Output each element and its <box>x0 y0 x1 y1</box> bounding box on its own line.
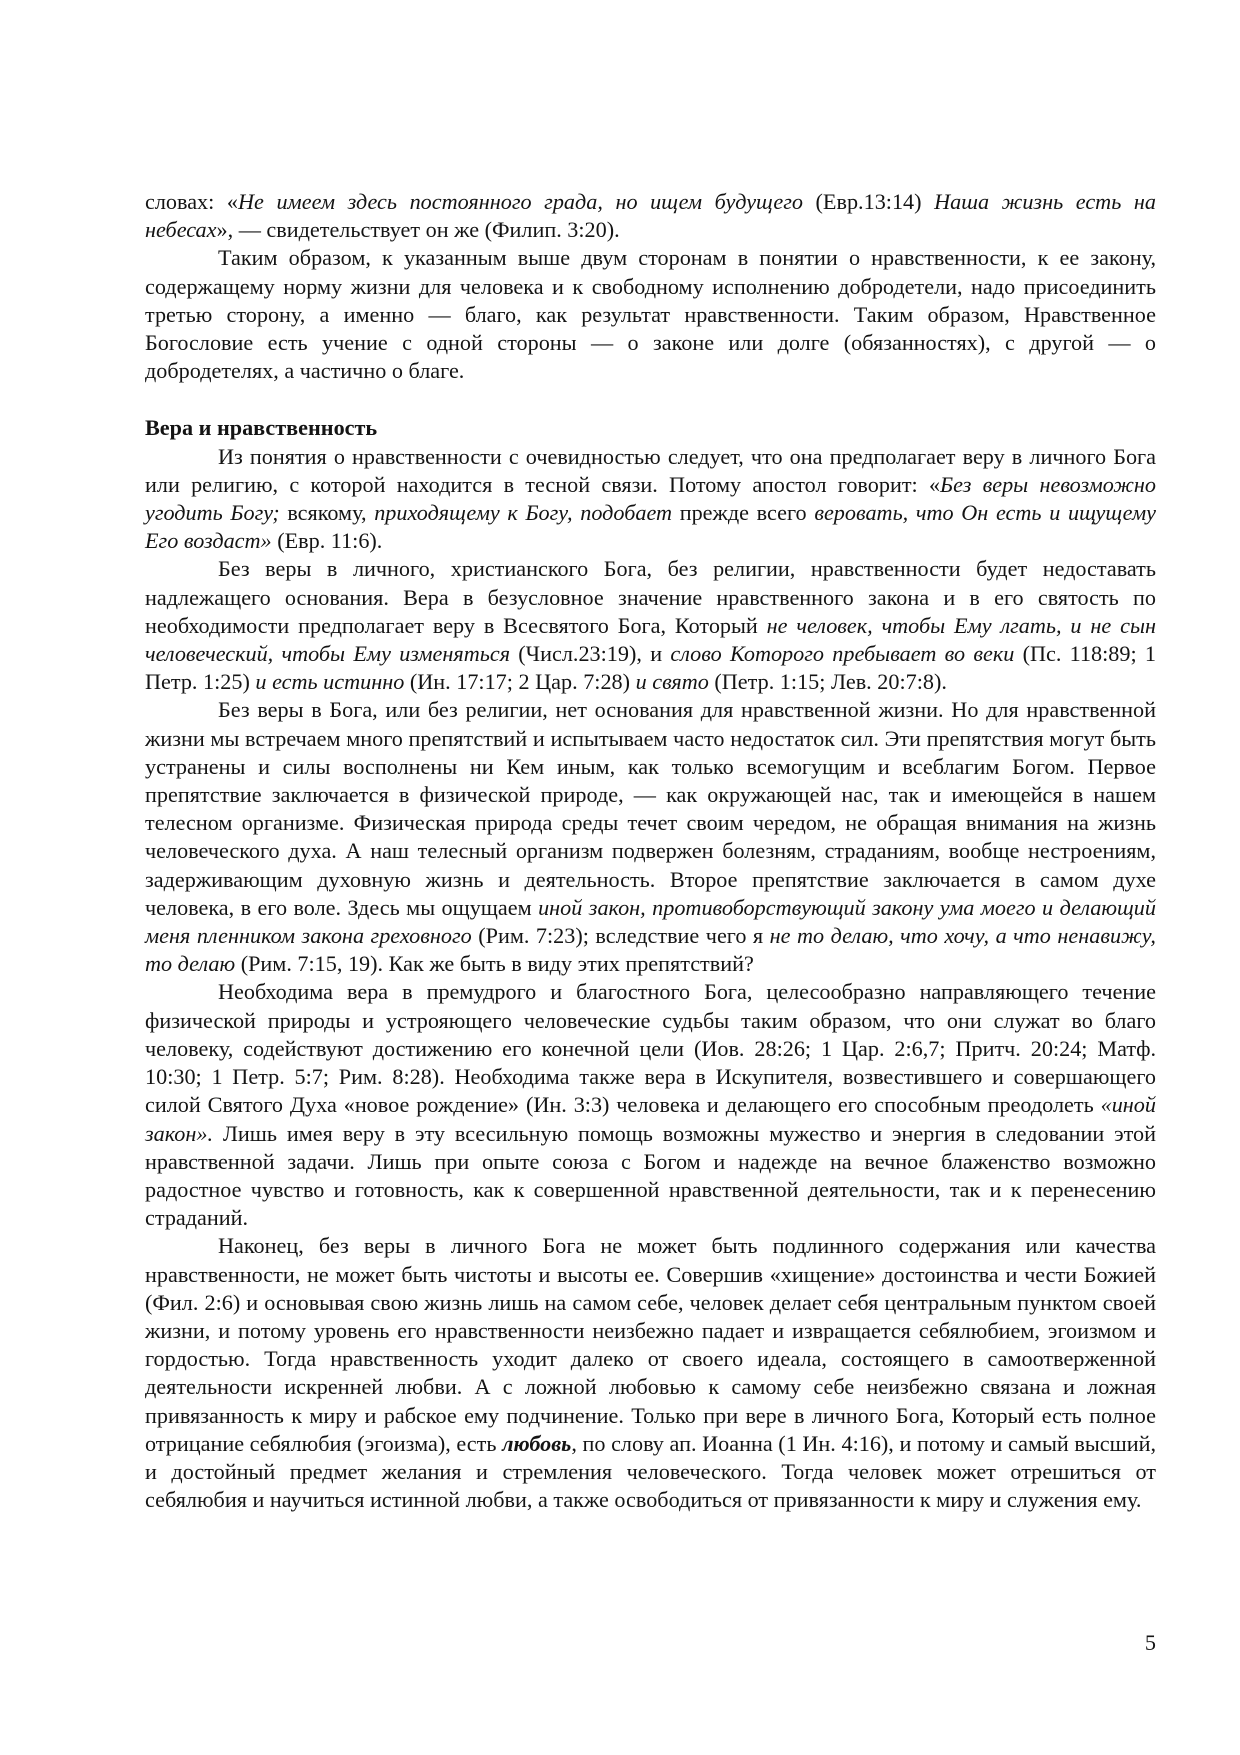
text-run: прежде всего <box>672 500 815 526</box>
text-run: , по слову ап. Иоанна (1 Ин. 4:16), и потому и самый высший, и достойный предмет желания и стремления человеческого. Тогда человек может отрешиться от себялюбия и научиться истинной любви, а также освободиться от привязанности к миру и служения ему. <box>145 1430 1157 1513</box>
text-run: (Евр. 11:6). <box>271 528 383 554</box>
page-number: 5 <box>1144 1630 1156 1655</box>
paragraph-necessary-faith <box>145 978 1156 1232</box>
paragraph-obstacles <box>145 696 1156 978</box>
quote-italic: Наша жизнь есть на небесах <box>145 189 1156 243</box>
text-run: Наконец, без веры в личного Бога не может быть подлинного содержания или качества нравственности, не может быть чистоты и высоты ее. Совершив «хищение» достоинства и чести Божией (Фил. 2:6) и основывая свою жизнь лишь на самом себе, человек делает себя центральным пунктом своей жизни, и потому уровень его нравственности неизбежно падает и извращается себялюбием, эгоизмом и гордостью. Тогда нравственность уходит далеко от своего идеала, состоящего в самоотверженной деятельности искренней любви. А с ложной любовью к самому себе неизбежно связана и ложная привязанность к миру и рабское ему подчинение. Только при вере в личного Бога, Который есть полное отрицание себялюбия (эгоизма), есть <box>145 1233 1156 1456</box>
text-run: всякому, <box>279 500 375 526</box>
text-run: (Числ.23:19), и <box>510 641 671 667</box>
quote-italic: и свято <box>635 669 709 695</box>
text-run: (Пс. 118:89; 1 Петр. 1:25) <box>145 641 1157 695</box>
text-run: Таким образом, к указанным выше двум сторонам в понятии о нравственности, к ее закону, содержащему норму жизни для человека и к свободному исполнению добродетели, надо присоединить третью сторону, а именно — благо, как результат нравственности. Таким образом, Нравственное Богословие есть учение с одной стороны — о законе или долге (обязанностях), с другой — о добродетелях, а частично о благе. <box>145 245 1156 384</box>
paragraph-finally <box>145 1232 1156 1514</box>
text-run: Без веры в Бога, или без религии, нет основания для нравственной жизни. Но для нравственной жизни мы встречаем много препятствий и испытываем часто недостаток сил. Эти препятствия могут быть устранены и силы восполнены ни Кем иным, как только всемогущим и всеблагим Богом. Первое препятствие заключается в физической природе, — как окружающей нас, так и имеющейся в нашем телесном организме. Физическая природа среды течет своим чередом, не обращая внимания на жизнь человеческого духа. А наш телесный организм подвержен болезням, страданиям, вообще нестроениям, задерживающим духовную жизнь и деятельность. Второе препятствие заключается в самом духе человека, в его воле. Здесь мы ощущаем <box>145 697 1156 920</box>
emphasis-bold-italic: любовь <box>502 1430 572 1456</box>
document-body <box>145 188 1156 1514</box>
paragraph-continuation <box>145 188 1156 244</box>
text-run: Лишь имея веру в эту всесильную помощь возможны мужество и энергия в следовании этой нравственной задачи. Лишь при опыте союза с Богом и надежде на вечное блаженство возможно радостное чувство и готовность, как к совершенной нравственной деятельности, так и к перенесению страданий. <box>145 1120 1156 1231</box>
text-run: словах: « <box>145 189 238 214</box>
paragraph-three-sides <box>145 244 1156 385</box>
quote-italic: иной закон, противоборствующий закону ума моего и делающий меня пленником закона греховного <box>145 894 1156 949</box>
quote-italic: и есть истинно <box>255 669 405 695</box>
quote-italic: «иной закон». <box>145 1092 1156 1146</box>
text-run: », — свидетельствует он же (Филип. 3:20). <box>216 217 620 243</box>
quote-italic: не то делаю, что хочу, а что ненавижу, то делаю <box>145 923 1156 977</box>
quote-italic: Не имеем здесь постоянного града, но ищем будущего <box>238 189 803 214</box>
quote-italic: приходящему к Богу, подобает <box>374 500 673 526</box>
text-run: (Ин. 17:17; 2 Цар. 7:28) <box>404 669 636 695</box>
paragraph-without-faith <box>145 555 1156 696</box>
text-run: Из понятия о нравственности с очевидностью следует, что она предполагает веру в личного Бога или религию, с которой находится в тесной связи. Потому апостол говорит: « <box>145 443 1156 497</box>
quote-italic: не человек, чтобы Ему лгать, и не сын человеческий, чтобы Ему изменяться <box>145 612 1156 667</box>
text-run: Без веры в личного, христианского Бога, без религии, нравственности будет недоставать надлежащего основания. Вера в безусловное значение нравственного закона и в его святость по необходимости предполагает веру в Всесвятого Бога, Который <box>145 556 1156 638</box>
text-run: (Евр.13:14) <box>802 189 935 214</box>
quote-italic: веровать, что Он есть и ищущему Его воздаст» <box>145 500 1156 554</box>
quote-italic: слово Которого пребывает во веки <box>670 641 1015 667</box>
paragraph-faith-intro <box>145 443 1156 556</box>
text-run: (Рим. 7:23); вследствие чего я <box>471 923 770 949</box>
quote-italic: Без веры невозможно угодить Богу; <box>145 471 1157 526</box>
section-heading: Вера и нравственность <box>145 415 378 441</box>
text-run: (Рим. 7:15, 19). Как же быть в виду этих препятствий? <box>235 951 754 977</box>
text-run: (Петр. 1:15; Лев. 20:7:8). <box>708 669 947 695</box>
text-run: Необходима вера в премудрого и благостного Бога, целесообразно направляющего течение физической природы и устрояющего человеческие судьбы таким образом, что они служат во благо человеку, содействуют достижению его конечной цели (Иов. 28:26; 1 Цар. 2:6,7; Притч. 20:24; Матф. 10:30; 1 Петр. 5:7; Рим. 8:28). Необходима также вера в Искупителя, возвестившего и совершающего силой Святого Духа «новое рождение» (Ин. 3:3) человека и делающего его способным преодолеть <box>145 979 1156 1118</box>
